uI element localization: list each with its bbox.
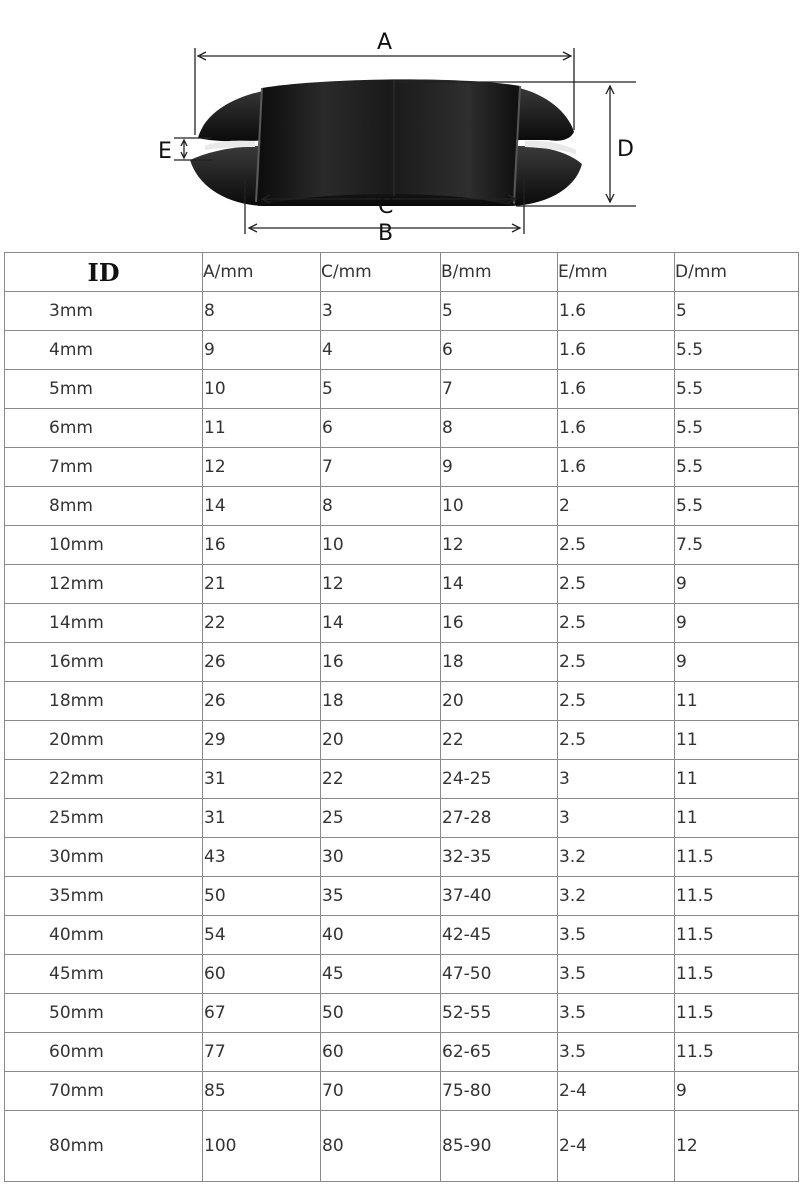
e-cell: 1.6	[558, 331, 675, 370]
table-row	[5, 1033, 799, 1072]
c-cell: 60	[321, 1033, 441, 1072]
d-cell: 11.5	[675, 955, 799, 994]
table-row	[5, 526, 799, 565]
a-cell: 67	[203, 994, 321, 1033]
table-row	[5, 799, 799, 838]
a-cell: 85	[203, 1072, 321, 1111]
id-cell: 30mm	[5, 838, 203, 877]
a-cell: 29	[203, 721, 321, 760]
header-id: ID	[5, 253, 203, 292]
table-row	[5, 916, 799, 955]
a-cell: 100	[203, 1111, 321, 1182]
e-cell: 2	[558, 487, 675, 526]
table-row	[5, 838, 799, 877]
c-cell: 12	[321, 565, 441, 604]
table-row	[5, 1111, 799, 1182]
c-cell: 16	[321, 643, 441, 682]
c-cell: 22	[321, 760, 441, 799]
id-cell: 40mm	[5, 916, 203, 955]
d-cell: 11.5	[675, 1033, 799, 1072]
e-cell: 3.5	[558, 955, 675, 994]
e-cell: 3.2	[558, 838, 675, 877]
e-cell: 1.6	[558, 409, 675, 448]
a-cell: 14	[203, 487, 321, 526]
grommet-shape	[190, 79, 582, 206]
a-cell: 22	[203, 604, 321, 643]
d-cell: 9	[675, 1072, 799, 1111]
table-row	[5, 682, 799, 721]
d-cell: 9	[675, 643, 799, 682]
a-cell: 8	[203, 292, 321, 331]
table-row	[5, 331, 799, 370]
b-cell: 37-40	[441, 877, 558, 916]
table-row	[5, 1072, 799, 1111]
id-cell: 3mm	[5, 292, 203, 331]
id-cell: 25mm	[5, 799, 203, 838]
id-cell: 45mm	[5, 955, 203, 994]
id-cell: 8mm	[5, 487, 203, 526]
a-cell: 60	[203, 955, 321, 994]
e-cell: 2.5	[558, 682, 675, 721]
a-cell: 31	[203, 799, 321, 838]
id-cell: 12mm	[5, 565, 203, 604]
a-cell: 50	[203, 877, 321, 916]
header-e: E/mm	[558, 253, 675, 292]
c-cell: 45	[321, 955, 441, 994]
b-cell: 16	[441, 604, 558, 643]
c-cell: 35	[321, 877, 441, 916]
c-cell: 5	[321, 370, 441, 409]
d-cell: 5.5	[675, 448, 799, 487]
dimension-label-e: E	[158, 139, 172, 164]
a-cell: 9	[203, 331, 321, 370]
table-body	[5, 292, 799, 1182]
a-cell: 21	[203, 565, 321, 604]
e-cell: 3	[558, 760, 675, 799]
e-cell: 3.2	[558, 877, 675, 916]
table-row	[5, 994, 799, 1033]
b-cell: 32-35	[441, 838, 558, 877]
b-cell: 52-55	[441, 994, 558, 1033]
id-cell: 6mm	[5, 409, 203, 448]
b-cell: 20	[441, 682, 558, 721]
id-cell: 7mm	[5, 448, 203, 487]
d-cell: 11	[675, 799, 799, 838]
table-row	[5, 721, 799, 760]
a-cell: 54	[203, 916, 321, 955]
d-cell: 11.5	[675, 838, 799, 877]
e-cell: 2-4	[558, 1072, 675, 1111]
id-cell: 70mm	[5, 1072, 203, 1111]
header-b: B/mm	[441, 253, 558, 292]
table-row	[5, 409, 799, 448]
d-cell: 11	[675, 760, 799, 799]
c-cell: 80	[321, 1111, 441, 1182]
b-cell: 75-80	[441, 1072, 558, 1111]
id-cell: 80mm	[5, 1111, 203, 1182]
d-cell: 5	[675, 292, 799, 331]
header-d: D/mm	[675, 253, 799, 292]
b-cell: 14	[441, 565, 558, 604]
d-cell: 11	[675, 721, 799, 760]
d-cell: 7.5	[675, 526, 799, 565]
c-cell: 18	[321, 682, 441, 721]
header-a: A/mm	[203, 253, 321, 292]
d-cell: 5.5	[675, 370, 799, 409]
e-cell: 2-4	[558, 1111, 675, 1182]
dimension-label-c: C	[378, 194, 394, 219]
b-cell: 12	[441, 526, 558, 565]
table-row	[5, 604, 799, 643]
b-cell: 10	[441, 487, 558, 526]
c-cell: 6	[321, 409, 441, 448]
d-cell: 9	[675, 604, 799, 643]
id-cell: 20mm	[5, 721, 203, 760]
d-cell: 11.5	[675, 994, 799, 1033]
b-cell: 7	[441, 370, 558, 409]
d-cell: 11	[675, 682, 799, 721]
table-row	[5, 565, 799, 604]
table-row	[5, 370, 799, 409]
b-cell: 62-65	[441, 1033, 558, 1072]
b-cell: 18	[441, 643, 558, 682]
table-row	[5, 487, 799, 526]
table-row	[5, 448, 799, 487]
table-row	[5, 643, 799, 682]
b-cell: 42-45	[441, 916, 558, 955]
d-cell: 12	[675, 1111, 799, 1182]
e-cell: 2.5	[558, 565, 675, 604]
c-cell: 7	[321, 448, 441, 487]
c-cell: 40	[321, 916, 441, 955]
a-cell: 26	[203, 682, 321, 721]
a-cell: 43	[203, 838, 321, 877]
d-cell: 11.5	[675, 916, 799, 955]
b-cell: 6	[441, 331, 558, 370]
d-cell: 5.5	[675, 331, 799, 370]
c-cell: 25	[321, 799, 441, 838]
header-c: C/mm	[321, 253, 441, 292]
c-cell: 14	[321, 604, 441, 643]
c-cell: 10	[321, 526, 441, 565]
b-cell: 5	[441, 292, 558, 331]
id-cell: 5mm	[5, 370, 203, 409]
a-cell: 31	[203, 760, 321, 799]
c-cell: 8	[321, 487, 441, 526]
e-cell: 2.5	[558, 721, 675, 760]
e-cell: 2.5	[558, 526, 675, 565]
id-cell: 4mm	[5, 331, 203, 370]
id-cell: 16mm	[5, 643, 203, 682]
b-cell: 47-50	[441, 955, 558, 994]
id-cell: 35mm	[5, 877, 203, 916]
table-header-row	[5, 253, 799, 292]
a-cell: 26	[203, 643, 321, 682]
e-cell: 3.5	[558, 916, 675, 955]
size-spec-table	[4, 252, 799, 1182]
dimension-label-a: A	[377, 30, 393, 55]
b-cell: 85-90	[441, 1111, 558, 1182]
e-cell: 1.6	[558, 370, 675, 409]
d-cell: 9	[675, 565, 799, 604]
e-cell: 3.5	[558, 1033, 675, 1072]
id-cell: 18mm	[5, 682, 203, 721]
c-cell: 20	[321, 721, 441, 760]
table-row	[5, 760, 799, 799]
a-cell: 77	[203, 1033, 321, 1072]
e-cell: 2.5	[558, 643, 675, 682]
id-cell: 14mm	[5, 604, 203, 643]
b-cell: 8	[441, 409, 558, 448]
table-row	[5, 955, 799, 994]
a-cell: 16	[203, 526, 321, 565]
b-cell: 27-28	[441, 799, 558, 838]
a-cell: 10	[203, 370, 321, 409]
d-cell: 11.5	[675, 877, 799, 916]
id-cell: 10mm	[5, 526, 203, 565]
d-cell: 5.5	[675, 409, 799, 448]
e-cell: 1.6	[558, 292, 675, 331]
a-cell: 12	[203, 448, 321, 487]
d-cell: 5.5	[675, 487, 799, 526]
dimension-label-d: D	[617, 137, 634, 162]
grommet-diagram	[0, 0, 800, 248]
table-row	[5, 877, 799, 916]
b-cell: 22	[441, 721, 558, 760]
e-cell: 3.5	[558, 994, 675, 1033]
id-cell: 50mm	[5, 994, 203, 1033]
c-cell: 3	[321, 292, 441, 331]
table-row	[5, 292, 799, 331]
e-cell: 3	[558, 799, 675, 838]
b-cell: 24-25	[441, 760, 558, 799]
e-cell: 1.6	[558, 448, 675, 487]
id-cell: 60mm	[5, 1033, 203, 1072]
id-cell: 22mm	[5, 760, 203, 799]
c-cell: 4	[321, 331, 441, 370]
dimension-label-b: B	[378, 221, 394, 246]
b-cell: 9	[441, 448, 558, 487]
c-cell: 50	[321, 994, 441, 1033]
a-cell: 11	[203, 409, 321, 448]
c-cell: 30	[321, 838, 441, 877]
c-cell: 70	[321, 1072, 441, 1111]
e-cell: 2.5	[558, 604, 675, 643]
